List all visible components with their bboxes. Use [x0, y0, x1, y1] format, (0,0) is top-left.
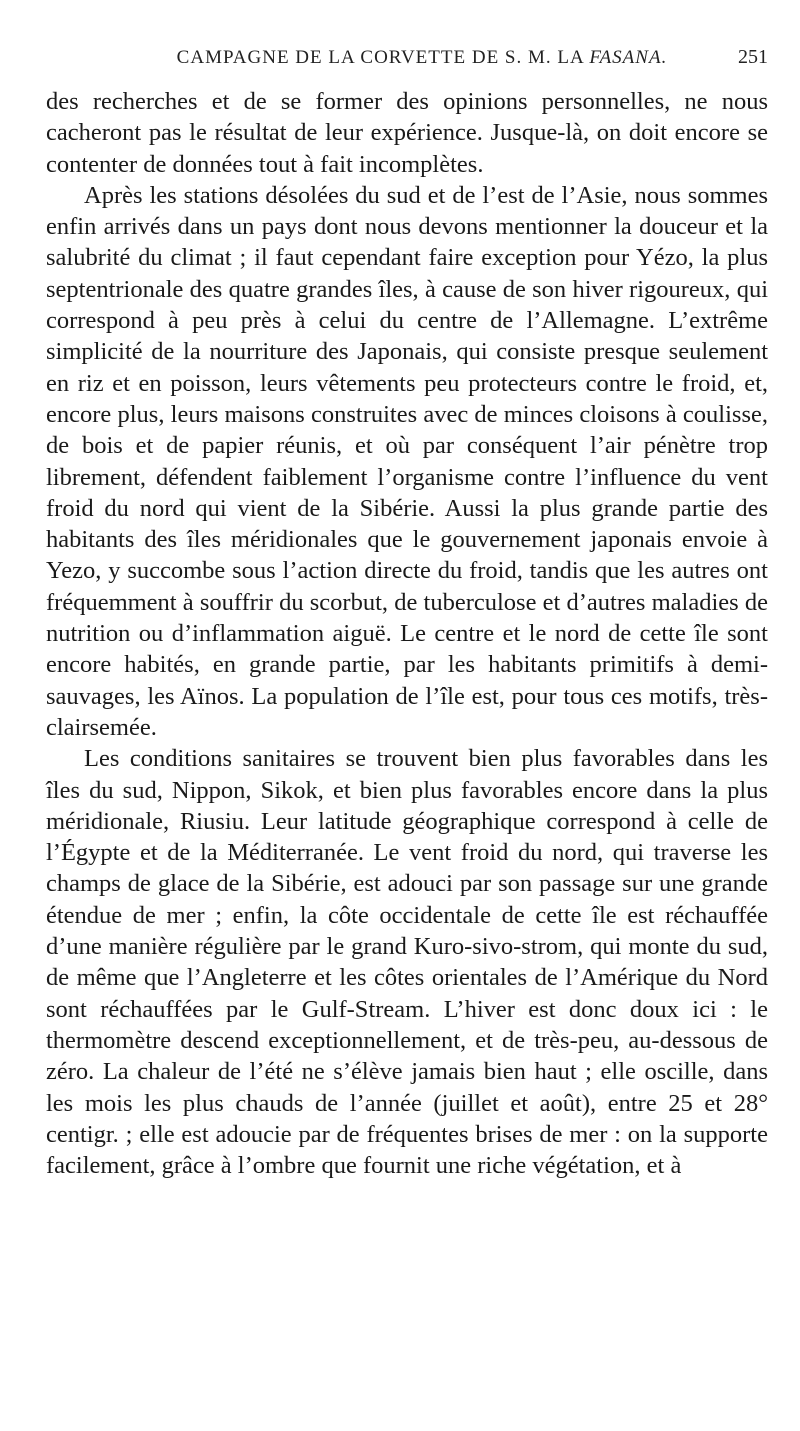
body-text [46, 86, 768, 1181]
running-title-text: CAMPAGNE DE LA CORVETTE DE S. M. LA [176, 47, 584, 68]
paragraph: Les conditions sanitaires se trouvent bien plus favorables dans les îles du sud, Nippon, Sikok, et bien plus favorables encore dans la plus méridionale, Riusiu. Leur latitude géographique correspond à celle de l’Égypte et de la Méditerranée. Le vent froid du nord, qui traverse les champs de glace de la Sibérie, est adouci par son passage sur une grande étendue de mer ; enfin, la côte occidentale de cette île est réchauffée d’une manière régulière par le grand Kuro-sivo-strom, qui monte du sud, de même que l’Angleterre et les côtes orientales de l’Amérique du Nord sont réchauffées par le Gulf-Stream. L’hiver est donc doux ici : le thermomètre descend exceptionnellement, et de très-peu, au-dessous de zéro. La chaleur de l’été ne s’élève jamais bien haut ; elle oscille, dans les mois les plus chauds de l’année (juillet et août), entre 25 et 28° centigr. ; elle est adoucie par de fréquentes brises de mer : on la supporte facilement, grâce à l’ombre que fournit une riche végétation, et à [46, 745, 768, 1180]
ship-name: FASANA. [589, 47, 668, 68]
page-number: 251 [738, 46, 768, 68]
paragraph: des recherches et de se former des opinions personnelles, ne nous cacheront pas le résultat de leur expérience. Jusque-là, on doit encore se contenter de données tout à fait incomplètes. [46, 88, 768, 178]
running-title [46, 47, 738, 69]
running-header [46, 46, 768, 86]
paragraph: Après les stations désolées du sud et de l’est de l’Asie, nous sommes enfin arrivés dans un pays dont nous devons mentionner la douceur et la salubrité du climat ; il faut cependant faire exception pour Yézo, la plus septentrionale des quatre grandes îles, à cause de son hiver rigoureux, qui correspond à peu près à celui du centre de l’Allemagne. L’extrême simplicité de la nourriture des Japonais, qui consiste presque seulement en riz et en poisson, leurs vêtements peu protecteurs contre le froid, et, encore plus, leurs maisons construites avec de minces cloisons à coulisse, de bois et de papier réunis, et où par conséquent l’air pénètre trop librement, défendent faiblement l’organisme contre l’influence du vent froid du nord qui vient de la Sibérie. Aussi la plus grande partie des habitants des îles méridionales que le gouvernement japonais envoie à Yezo, y succombe sous l’action directe du froid, tandis que les autres ont fréquemment à souffrir du scorbut, de tuberculose et d’autres maladies de nutrition ou d’inflammation aiguë. Le centre et le nord de cette île sont encore habités, en grande partie, par les habitants primitifs à demi-sauvages, les Aïnos. La population de l’île est, pour tous ces motifs, très-clairsemée. [46, 181, 768, 741]
book-page [46, 46, 768, 1181]
